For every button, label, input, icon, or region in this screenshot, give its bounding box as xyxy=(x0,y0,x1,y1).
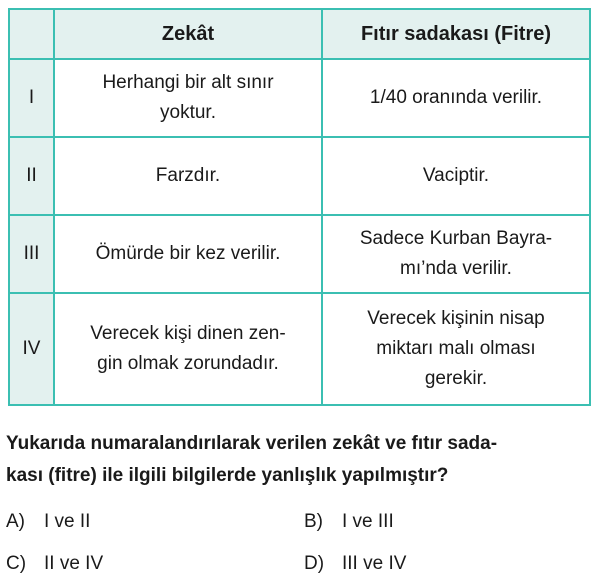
row-number: I xyxy=(9,59,54,137)
table-row xyxy=(9,215,590,293)
fitre-text: Vaciptir. xyxy=(422,165,490,186)
row-number: II xyxy=(9,137,54,215)
option-letter: D) xyxy=(304,553,325,574)
fitre-cell xyxy=(322,59,590,137)
zekat-text: Farzdır. xyxy=(155,165,221,186)
option-letter: B) xyxy=(304,511,323,532)
header-fitre: Fıtır sadakası (Fitre) xyxy=(322,9,590,59)
table-row xyxy=(9,293,590,405)
option-c[interactable] xyxy=(6,552,103,576)
comparison-table xyxy=(8,8,591,406)
fitre-cell xyxy=(322,293,590,405)
zekat-cell xyxy=(54,293,322,405)
option-letter: A) xyxy=(6,511,25,532)
fitre-cell xyxy=(322,215,590,293)
header-number-cell xyxy=(9,9,54,59)
table-row xyxy=(9,137,590,215)
row-number: IV xyxy=(9,293,54,405)
table-header-row xyxy=(9,9,590,59)
fitre-cell xyxy=(322,137,590,215)
question-text: Yukarıda numaralandırılarak verilen zekât ve fıtır sada- kası (fitre) ile ilgili bilgilerde yanlışlık yapılmıştır? xyxy=(6,433,498,486)
zekat-text: Verecek kişi dinen zen- gin olmak zorundadır. xyxy=(90,323,286,374)
fitre-text: Verecek kişinin nisap miktarı malı olması gerekir. xyxy=(367,308,545,389)
row-number: III xyxy=(9,215,54,293)
header-zekat: Zekât xyxy=(54,9,322,59)
option-text: III ve IV xyxy=(342,553,407,574)
option-a[interactable] xyxy=(6,510,90,534)
option-d[interactable] xyxy=(304,552,406,576)
zekat-cell xyxy=(54,59,322,137)
zekat-text: Herhangi bir alt sınır yoktur. xyxy=(102,72,274,123)
fitre-text: 1/40 oranında verilir. xyxy=(369,87,543,108)
fitre-text: Sadece Kurban Bayra- mı’nda verilir. xyxy=(359,228,553,279)
zekat-cell xyxy=(54,137,322,215)
option-text: I ve II xyxy=(44,511,91,532)
zekat-cell xyxy=(54,215,322,293)
option-b[interactable] xyxy=(304,510,394,534)
option-letter: C) xyxy=(6,553,27,574)
option-text: II ve IV xyxy=(44,553,104,574)
option-text: I ve III xyxy=(342,511,394,532)
zekat-text: Ömürde bir kez verilir. xyxy=(95,243,281,264)
table-row xyxy=(9,59,590,137)
